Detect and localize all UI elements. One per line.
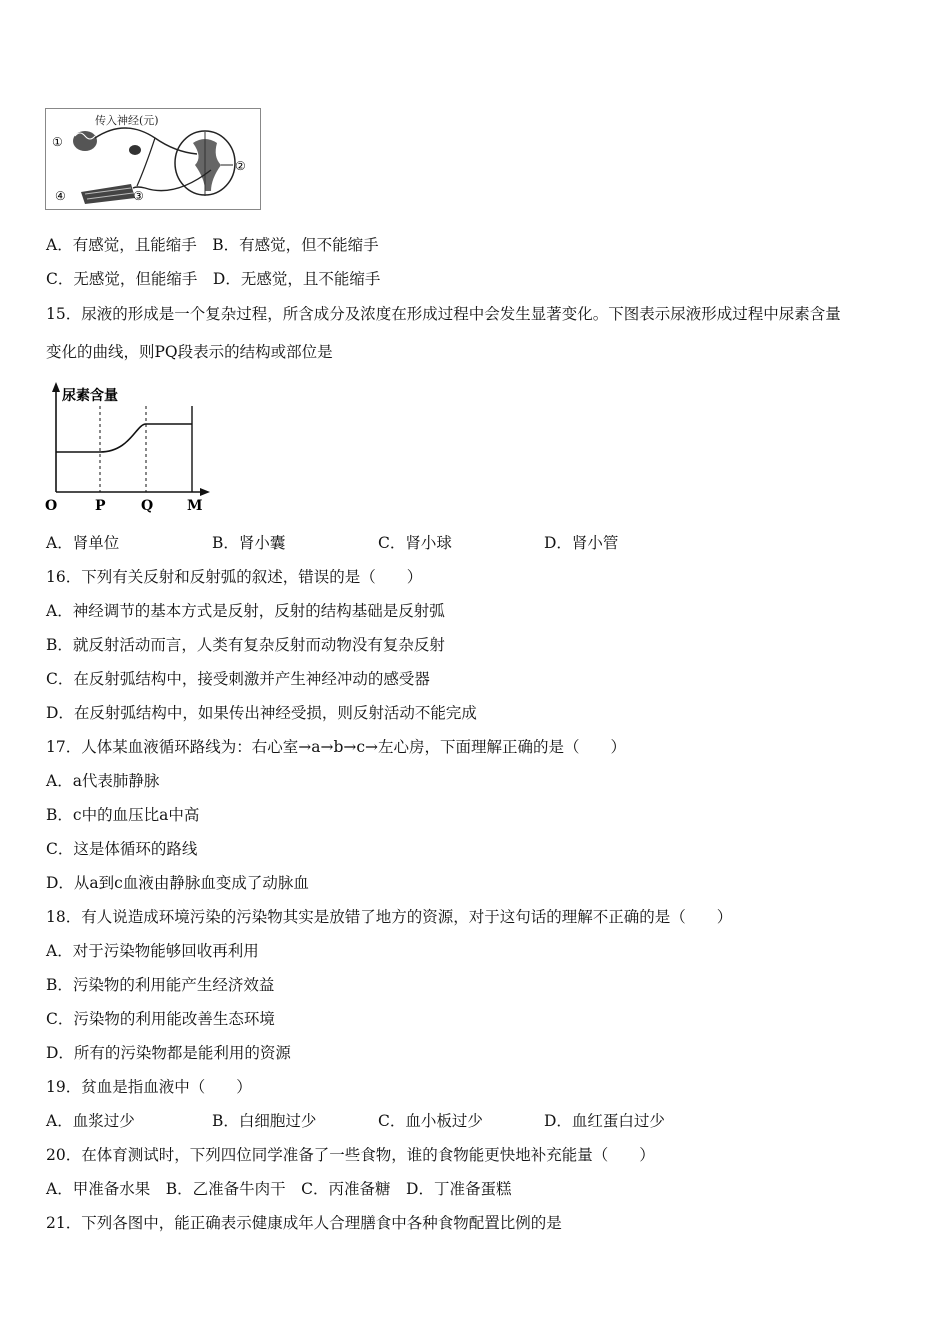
q19-option-a: A．血浆过少 — [46, 1112, 135, 1130]
q18-option-d: D．所有的污染物都是能利用的资源 — [46, 1044, 291, 1062]
chart-tick-P: P — [95, 498, 106, 514]
q17-option-c: C．这是体循环的路线 — [46, 840, 198, 858]
q16-option-d: D．在反射弧结构中，如果传出神经受损，则反射活动不能完成 — [46, 704, 477, 722]
q15-stem-line2: 变化的曲线，则PQ段表示的结构或部位是 — [46, 343, 333, 361]
fig1-marker-1: ① — [52, 135, 63, 149]
q17-option-b: B．c中的血压比a中高 — [46, 806, 200, 824]
q17-option-d: D．从a到c血液由静脉血变成了动脉血 — [46, 874, 309, 892]
q14-options-row-1 — [46, 235, 379, 255]
receptor-shape — [73, 131, 97, 151]
q18-option-a: A．对于污染物能够回收再利用 — [46, 942, 259, 960]
q14-option-a: A．有感觉，且能缩手 — [46, 236, 197, 254]
q20-option-d: D．丁准备蛋糕 — [406, 1180, 512, 1198]
q17-stem: 17．人体某血液循环路线为：右心室→a→b→c→左心房，下面理解正确的是（ ） — [46, 738, 627, 756]
chart-ticks — [45, 498, 203, 514]
x-axis-arrow — [200, 488, 210, 496]
q20-option-c: C．丙准备糖 — [301, 1180, 391, 1198]
fig1-marker-2: ② — [235, 159, 246, 173]
chart-tick-M: M — [187, 498, 203, 514]
q15-stem-line1: 15．尿液的形成是一个复杂过程，所含成分及浓度在形成过程中会发生显著变化。下图表示尿液形成过程中尿素含量 — [46, 305, 841, 323]
q16-option-b: B．就反射活动而言，人类有复杂反射而动物没有复杂反射 — [46, 636, 445, 654]
fig1-marker-3: ③ — [133, 189, 144, 203]
q14-options-row-2 — [46, 269, 380, 289]
q14-option-b: B．有感觉，但不能缩手 — [212, 236, 379, 254]
fig1-marker-4: ④ — [55, 189, 66, 203]
q16-option-c: C．在反射弧结构中，接受刺激并产生神经冲动的感受器 — [46, 670, 430, 688]
chart-ylabel: 尿素含量 — [62, 388, 118, 404]
chart-tick-Q: Q — [141, 498, 154, 514]
reflex-arc-diagram — [45, 108, 262, 211]
urea-chart-figure — [44, 380, 214, 516]
q21-stem: 21．下列各图中，能正确表示健康成年人合理膳食中各种食物配置比例的是 — [46, 1214, 562, 1232]
q19-stem: 19．贫血是指血液中（ ） — [46, 1078, 252, 1096]
q19-options-row — [46, 1111, 746, 1131]
y-axis-arrow — [52, 382, 60, 392]
q19-option-b: B．白细胞过少 — [212, 1112, 317, 1130]
reflex-arc-figure — [45, 108, 262, 211]
q15-options-row — [46, 533, 746, 553]
q15-option-c: C．肾小球 — [378, 534, 452, 552]
q16-option-a: A．神经调节的基本方式是反射，反射的结构基础是反射弧 — [46, 602, 445, 620]
fig1-caption: 传入神经(元) — [95, 114, 159, 127]
q19-option-d: D．血红蛋白过少 — [544, 1112, 665, 1130]
q15-option-b: B．肾小囊 — [212, 534, 286, 552]
q20-option-a: A．甲准备水果 — [46, 1180, 151, 1198]
q18-option-b: B．污染物的利用能产生经济效益 — [46, 976, 275, 994]
chart-tick-O: O — [45, 498, 58, 514]
chart-series-line — [56, 424, 192, 452]
q18-option-c: C．污染物的利用能改善生态环境 — [46, 1010, 275, 1028]
q19-option-c: C．血小板过少 — [378, 1112, 483, 1130]
q16-stem: 16．下列有关反射和反射弧的叙述，错误的是（ ） — [46, 568, 423, 586]
q15-option-d: D．肾小管 — [544, 534, 619, 552]
q14-option-d: D．无感觉，且不能缩手 — [212, 270, 381, 288]
q20-option-b: B．乙准备牛肉干 — [165, 1180, 286, 1198]
q17-option-a: A．a代表肺静脉 — [46, 772, 160, 790]
urea-chart — [44, 380, 214, 516]
q20-stem: 20．在体育测试时，下列四位同学准备了一些食物，谁的食物能更快地补充能量（ ） — [46, 1146, 655, 1164]
q20-options-row — [46, 1179, 511, 1199]
q18-stem: 18．有人说造成环境污染的污染物其实是放错了地方的资源，对于这句话的理解不正确的是（ ） — [46, 908, 733, 926]
q14-option-c: C．无感觉，但能缩手 — [46, 270, 198, 288]
q15-option-a: A．肾单位 — [46, 534, 120, 552]
